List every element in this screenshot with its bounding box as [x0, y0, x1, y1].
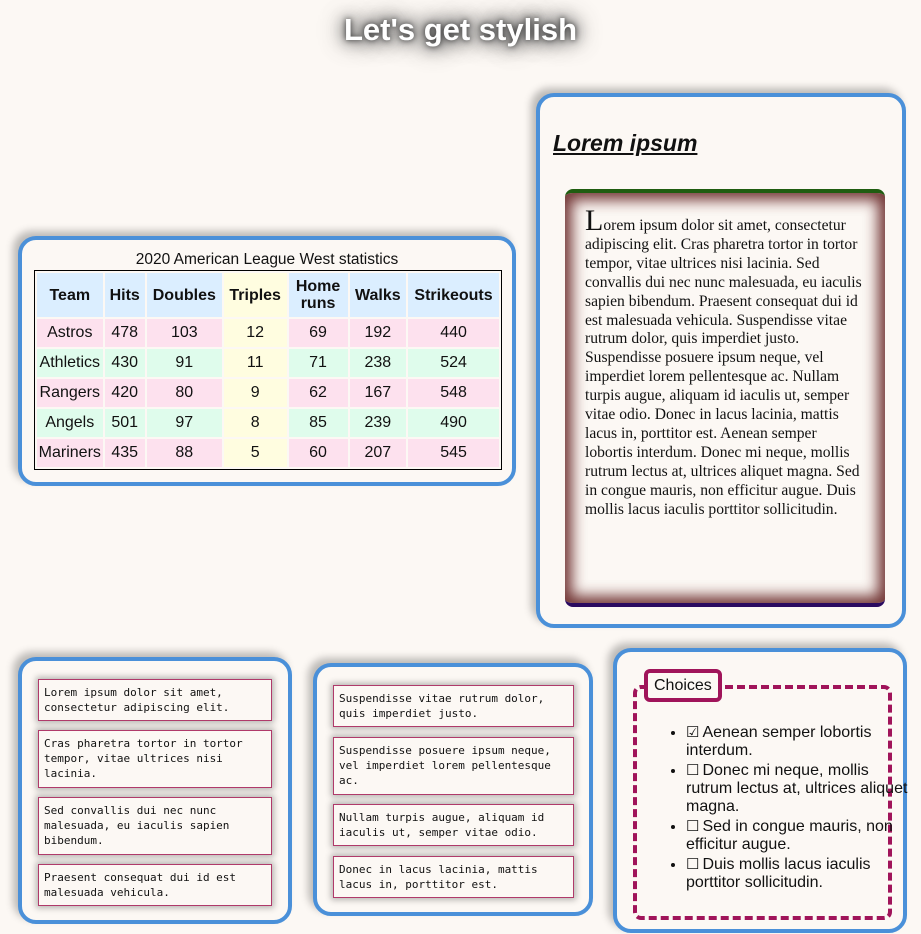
choice-item[interactable] [686, 724, 912, 760]
cell-hits: 430 [105, 349, 145, 377]
cell-home-runs: 62 [289, 379, 348, 407]
table-row [37, 409, 499, 437]
stats-table [34, 270, 502, 470]
cell-doubles: 80 [147, 379, 222, 407]
cell-strikeouts: 524 [408, 349, 499, 377]
choice-label: Sed in congue mauris, non efficitur augue. [686, 818, 893, 853]
cell-strikeouts: 440 [408, 319, 499, 347]
header-walks: Walks [350, 273, 407, 317]
page-title: Let's get stylish [343, 12, 578, 47]
lorem-body: orem ipsum dolor sit amet, consectetur adipiscing elit. Cras pharetra tortor in tortor tempor, vitae ultrices nisi lacinia. Sed convallis dui nec nunc malesuada, eu iaculis sapien bibendum. Praesent consequat dui id est malesuada vehicula. Suspendisse vitae rutrum dolor, quis imperdiet justo. Suspendisse posuere ipsum neque, vel imperdiet lorem pellentesque ac. Nullam turpis augue, aliquam id iaculis ut, semper vitae odio. Donec in lacus lacinia, mattis lacus in, porttitor est. Aenean semper lobortis interdum. Donec mi neque, mollis rutrum lectus at, ultrices aliquet magna. Sed in congue mauris, non efficitur augue. Duis mollis lacus iaculis porttitor sollicitudin. [585, 217, 862, 518]
cell-team: Astros [37, 319, 103, 347]
notes-panel-middle [313, 663, 593, 916]
table-header-row [37, 273, 499, 317]
notes-panel-left [18, 657, 292, 924]
choice-item[interactable] [686, 762, 912, 816]
checkbox-unchecked-icon[interactable]: ☐ [686, 818, 700, 835]
stats-panel [18, 236, 516, 486]
choices-list [654, 724, 912, 894]
cell-strikeouts: 545 [408, 439, 499, 467]
cell-hits: 501 [105, 409, 145, 437]
header-home-runs-label: Home runs [295, 278, 341, 312]
cell-team: Mariners [37, 439, 103, 467]
header-team: Team [37, 273, 103, 317]
header-triples: Triples [224, 273, 287, 317]
cell-strikeouts: 548 [408, 379, 499, 407]
note-card: Praesent consequat dui id est malesuada vehicula. [38, 864, 272, 906]
lorem-text-box [565, 189, 885, 607]
choice-label: Aenean semper lobortis interdum. [686, 724, 872, 759]
checkbox-checked-icon[interactable]: ☑ [686, 724, 700, 741]
header-strikeouts: Strikeouts [408, 273, 499, 317]
table-row [37, 439, 499, 467]
table-row [37, 319, 499, 347]
lorem-heading: Lorem ipsum [553, 130, 698, 156]
choice-label: Donec mi neque, mollis rutrum lectus at, ultrices aliquet magna. [686, 762, 908, 815]
cell-triples: 12 [224, 319, 287, 347]
table-row [37, 349, 499, 377]
table-row [37, 379, 499, 407]
note-card: Nullam turpis augue, aliquam id iaculis ut, semper vitae odio. [333, 804, 574, 846]
checkbox-unchecked-icon[interactable]: ☐ [686, 856, 700, 873]
cell-home-runs: 85 [289, 409, 348, 437]
cell-hits: 420 [105, 379, 145, 407]
cell-doubles: 88 [147, 439, 222, 467]
choices-legend: Choices [644, 669, 722, 702]
cell-team: Rangers [37, 379, 103, 407]
lorem-panel [536, 93, 906, 628]
cell-triples: 11 [224, 349, 287, 377]
note-card: Cras pharetra tortor in tortor tempor, vitae ultrices nisi lacinia. [38, 730, 272, 788]
cell-doubles: 97 [147, 409, 222, 437]
cell-walks: 207 [350, 439, 407, 467]
drop-cap: L [585, 204, 604, 237]
cell-triples: 5 [224, 439, 287, 467]
choice-item[interactable] [686, 856, 912, 892]
cell-home-runs: 69 [289, 319, 348, 347]
header-doubles: Doubles [147, 273, 222, 317]
cell-hits: 478 [105, 319, 145, 347]
cell-walks: 192 [350, 319, 407, 347]
note-card: Lorem ipsum dolor sit amet, consectetur adipiscing elit. [38, 679, 272, 721]
cell-walks: 238 [350, 349, 407, 377]
lorem-paragraph [585, 204, 867, 520]
note-card: Suspendisse posuere ipsum neque, vel imperdiet lorem pellentesque ac. [333, 737, 574, 795]
header-home-runs [289, 273, 348, 317]
cell-strikeouts: 490 [408, 409, 499, 437]
cell-team: Angels [37, 409, 103, 437]
table-caption: 2020 American League West statistics [135, 251, 399, 268]
cell-triples: 9 [224, 379, 287, 407]
cell-walks: 167 [350, 379, 407, 407]
note-card: Suspendisse vitae rutrum dolor, quis imperdiet justo. [333, 685, 574, 727]
cell-home-runs: 71 [289, 349, 348, 377]
choices-panel [613, 648, 907, 933]
cell-triples: 8 [224, 409, 287, 437]
cell-walks: 239 [350, 409, 407, 437]
choice-item[interactable] [686, 818, 912, 854]
cell-hits: 435 [105, 439, 145, 467]
checkbox-unchecked-icon[interactable]: ☐ [686, 762, 700, 779]
header-hits: Hits [105, 273, 145, 317]
cell-doubles: 103 [147, 319, 222, 347]
cell-home-runs: 60 [289, 439, 348, 467]
choice-label: Duis mollis lacus iaculis porttitor sollicitudin. [686, 856, 871, 891]
cell-team: Athletics [37, 349, 103, 377]
note-card: Donec in lacus lacinia, mattis lacus in, porttitor est. [333, 856, 574, 898]
note-card: Sed convallis dui nec nunc malesuada, eu iaculis sapien bibendum. [38, 797, 272, 855]
cell-doubles: 91 [147, 349, 222, 377]
